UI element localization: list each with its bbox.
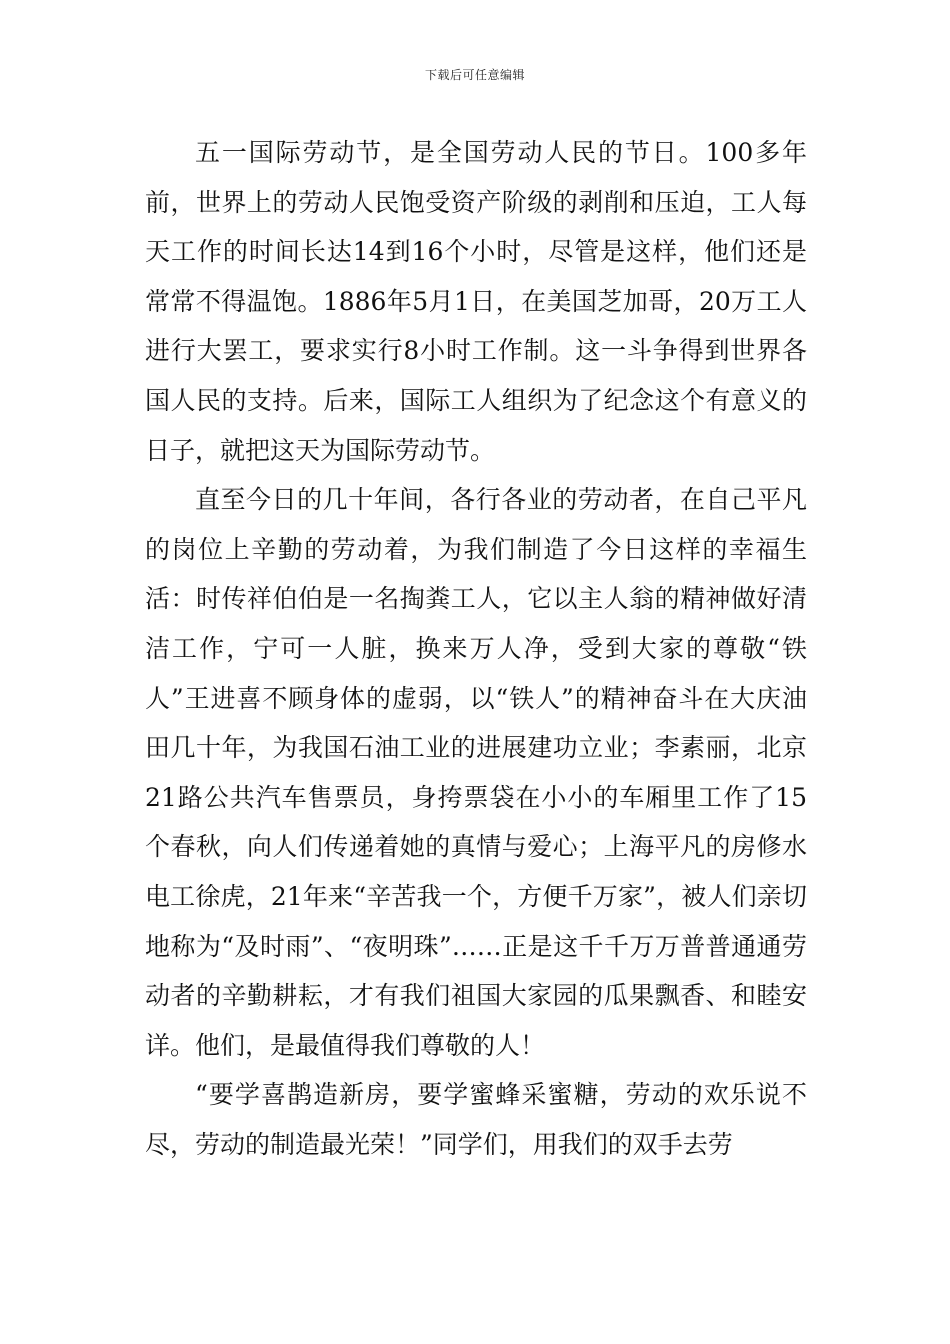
paragraph-2: 直至今日的几十年间，各行各业的劳动者，在自己平凡的岗位上辛勤的劳动着，为我们制造了今日这样的幸福生活：时传祥伯伯是一名掏粪工人，它以主人翁的精神做好清洁工作，宁可一人脏，换来万人净，受到大家的尊敬“铁人”王进喜不顾身体的虚弱，以“铁人”的精神奋斗在大庆油田几十年，为我国石油工业的进展建功立业；李素丽，北京21路公共汽车售票员，身挎票袋在小小的车厢里工作了15个春秋，向人们传递着她的真情与爱心；上海平凡的房修水电工徐虎，21年来“辛苦我一个，方便千万家”，被人们亲切地称为“及时雨”、“夜明珠”……正是这千千万万普普通通劳动者的辛勤耕耘，才有我们祖国大家园的瓜果飘香、和睦安详。他们，是最值得我们尊敬的人！ <box>145 485 807 1060</box>
paragraph-1: 五一国际劳动节，是全国劳动人民的节日。100多年前，世界上的劳动人民饱受资产阶级的剥削和压迫，工人每天工作的时间长达14到16个小时，尽管是这样，他们还是常常不得温饱。1886年5月1日，在美国芝加哥，20万工人进行大罢工，要求实行8小时工作制。这一斗争得到世界各国人民的支持。后来，国际工人组织为了纪念这个有意义的日子，就把这天为国际劳动节。 <box>145 138 807 465</box>
header-note: 下载后可任意编辑 <box>424 68 525 82</box>
document-body <box>145 128 807 1169</box>
paragraph-3: “要学喜鹊造新房，要学蜜蜂采蜜糖，劳动的欢乐说不尽，劳动的制造最光荣！”同学们，用我们的双手去劳 <box>145 1080 807 1159</box>
